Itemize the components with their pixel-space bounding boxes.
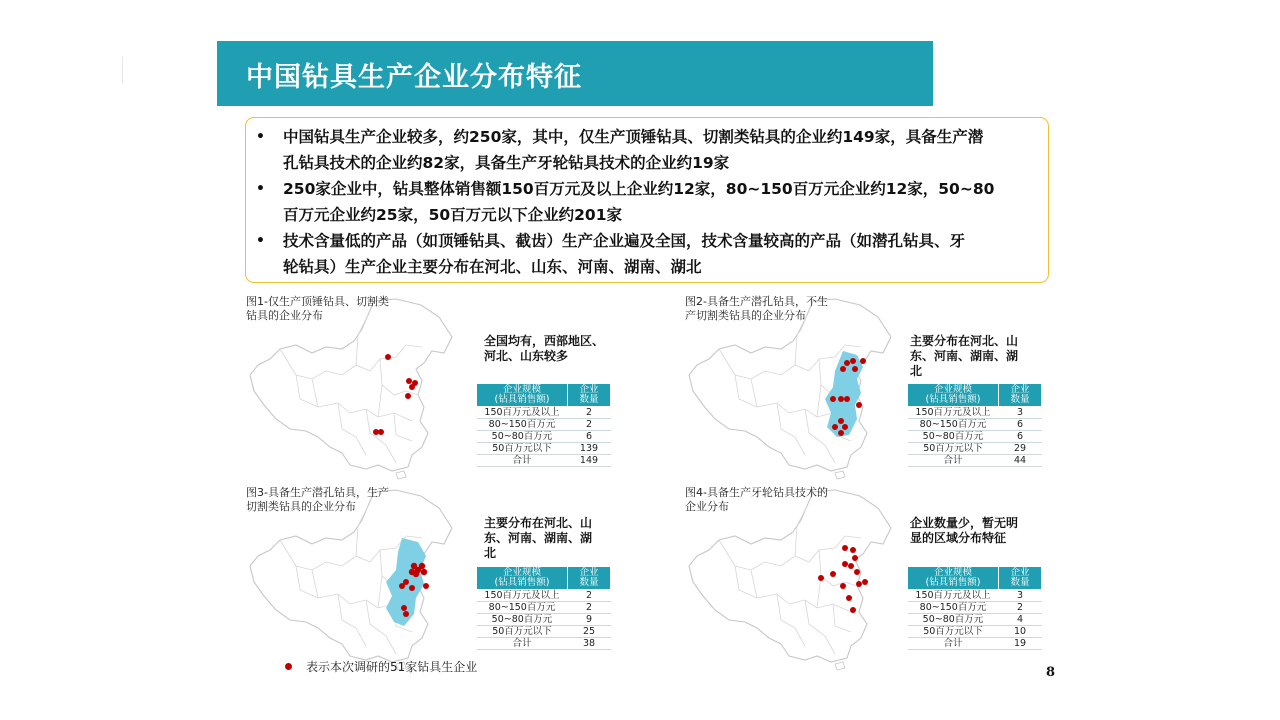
table-row [477,407,611,419]
row-label: 50~80百万元 [908,614,999,626]
row-label: 80~150百万元 [908,602,999,614]
header-line: (钻具销售额) [925,394,981,405]
enterprise-table [476,383,611,467]
figure-caption [685,295,828,323]
enterprise-table [907,383,1042,467]
row-value: 139 [568,443,611,455]
table-row [908,590,1042,602]
caption-line: 图2-具备生产潜孔钻具，不生 [685,295,828,308]
row-value: 2 [568,407,611,419]
row-value: 25 [568,626,611,638]
note-line: 主要分布在河北、山 [484,516,593,530]
header-line: 企业 [579,567,599,578]
note-line: 东、河南、湖南、湖 [910,349,1019,363]
row-value: 3 [999,407,1042,419]
note-line: 北 [484,546,497,560]
bullet-line: 孔钻具技术的企业约82家，具备生产牙轮钻具技术的企业约19家 [283,154,730,172]
row-label: 50~80百万元 [477,614,568,626]
table-row [477,419,611,431]
row-value: 149 [568,455,611,467]
row-value: 6 [999,419,1042,431]
caption-line: 产切割类钻具的企业分布 [685,309,806,322]
margin-mark [122,57,123,83]
row-label: 80~150百万元 [477,419,568,431]
col-header-count [999,567,1042,590]
bullet-icon: • [256,233,265,249]
table-row [908,614,1042,626]
row-value: 3 [999,590,1042,602]
header-line: 数量 [579,577,599,588]
row-value: 2 [568,590,611,602]
bullet-line: 中国钻具生产企业较多，约250家，其中，仅生产顶锤钻具、切割类钻具的企业约149家，具备生产潜 [283,128,984,146]
bullet-line: 技术含量低的产品（如顶锤钻具、截齿）生产企业遍及全国，技术含量较高的产品（如潜孔钻具、牙 [283,232,966,250]
row-label: 50~80百万元 [908,431,999,443]
bullet-icon: • [256,181,265,197]
header-line: 数量 [579,394,599,405]
bullet-icon: • [256,129,265,145]
header-line: 数量 [1010,577,1030,588]
row-value: 6 [999,431,1042,443]
header-line: 企业 [1010,567,1030,578]
col-header-size [477,384,568,407]
row-label: 合计 [477,455,568,467]
note-line: 北 [910,364,923,378]
header-line: 企业规模 [933,384,972,395]
caption-line: 图3-具备生产潜孔钻具，生产 [246,486,389,499]
summary-bullet-2 [256,176,1038,228]
summary-box [245,117,1049,283]
col-header-count [568,384,611,407]
row-label: 50百万元以下 [477,443,568,455]
table-total-row [477,638,611,650]
figure-4 [685,486,1065,671]
table-row [908,626,1042,638]
table-row [477,626,611,638]
note-line: 全国均有，西部地区、 [484,334,605,348]
table-total-row [477,455,611,467]
note-line: 主要分布在河北、山 [910,334,1019,348]
table-row [908,443,1042,455]
map-legend [285,658,477,675]
caption-line: 钻具的企业分布 [246,309,323,322]
page-number: 8 [1046,665,1056,680]
row-value: 29 [999,443,1042,455]
note-line: 东、河南、湖南、湖 [484,531,593,545]
table-row [477,590,611,602]
row-label: 150百万元及以上 [908,407,999,419]
figure-2 [685,295,1065,480]
row-value: 38 [568,638,611,650]
figure-1 [246,295,626,480]
table-header-row [908,384,1042,407]
row-label: 150百万元及以上 [908,590,999,602]
table-header-row [477,567,611,590]
table-row [908,419,1042,431]
table-total-row [908,455,1042,467]
figure-caption [246,486,389,514]
row-value: 6 [568,431,611,443]
row-label: 80~150百万元 [477,602,568,614]
row-value: 2 [999,602,1042,614]
header-line: (钻具销售额) [925,577,981,588]
row-label: 合计 [908,455,999,467]
col-header-count [568,567,611,590]
figure-note [484,334,604,364]
figure-caption [685,486,828,514]
note-line: 显的区域分布特征 [910,531,1007,545]
figure-3 [246,486,626,671]
caption-line: 图4-具备生产牙轮钻具技术的 [685,486,828,499]
row-value: 2 [568,419,611,431]
page-title: 中国钻具生产企业分布特征 [246,62,582,93]
row-value: 10 [999,626,1042,638]
row-label: 合计 [477,638,568,650]
caption-line: 企业分布 [685,500,729,513]
table-row [908,431,1042,443]
note-line: 河北、山东较多 [484,349,569,363]
col-header-size [477,567,568,590]
table-row [477,614,611,626]
bullet-line: 百万元企业约25家，50百万元以下企业约201家 [283,206,622,224]
row-label: 150百万元及以上 [477,407,568,419]
enterprise-table [476,566,611,650]
header-line: 企业 [1010,384,1030,395]
row-label: 合计 [908,638,999,650]
row-label: 50百万元以下 [908,443,999,455]
bullet-line: 250家企业中，钻具整体销售额150百万元及以上企业约12家，80~150百万元企业约12家，50~80 [283,180,995,198]
header-line: 企业规模 [502,567,541,578]
table-total-row [908,638,1042,650]
caption-line: 切割类钻具的企业分布 [246,500,356,513]
enterprise-table [907,566,1042,650]
header-line: (钻具销售额) [494,577,550,588]
header-line: 数量 [1010,394,1030,405]
figure-note [910,516,1018,546]
row-value: 44 [999,455,1042,467]
table-row [477,431,611,443]
header-line: (钻具销售额) [494,394,550,405]
row-value: 19 [999,638,1042,650]
figure-caption [246,295,389,323]
row-label: 50百万元以下 [477,626,568,638]
col-header-count [999,384,1042,407]
title-bar [217,41,933,106]
figure-note [910,334,1018,379]
table-row [908,602,1042,614]
bullet-line: 轮钻具）生产企业主要分布在河北、山东、河南、湖南、湖北 [283,258,702,276]
col-header-size [908,567,999,590]
header-line: 企业 [579,384,599,395]
note-line: 企业数量少，暂无明 [910,516,1019,530]
row-value: 2 [568,602,611,614]
row-value: 4 [999,614,1042,626]
summary-bullet-1 [256,124,1038,176]
caption-line: 图1-仅生产顶锤钻具、切割类 [246,295,389,308]
marker-dot-icon [285,663,292,670]
row-value: 9 [568,614,611,626]
table-row [477,443,611,455]
table-row [908,407,1042,419]
row-label: 150百万元及以上 [477,590,568,602]
summary-bullet-3 [256,228,1038,280]
header-line: 企业规模 [502,384,541,395]
table-header-row [908,567,1042,590]
row-label: 50~80百万元 [477,431,568,443]
table-row [477,602,611,614]
row-label: 80~150百万元 [908,419,999,431]
legend-text: 表示本次调研的51家钻具生企业 [306,660,478,674]
table-header-row [477,384,611,407]
figure-note [484,516,592,561]
col-header-size [908,384,999,407]
header-line: 企业规模 [933,567,972,578]
row-label: 50百万元以下 [908,626,999,638]
